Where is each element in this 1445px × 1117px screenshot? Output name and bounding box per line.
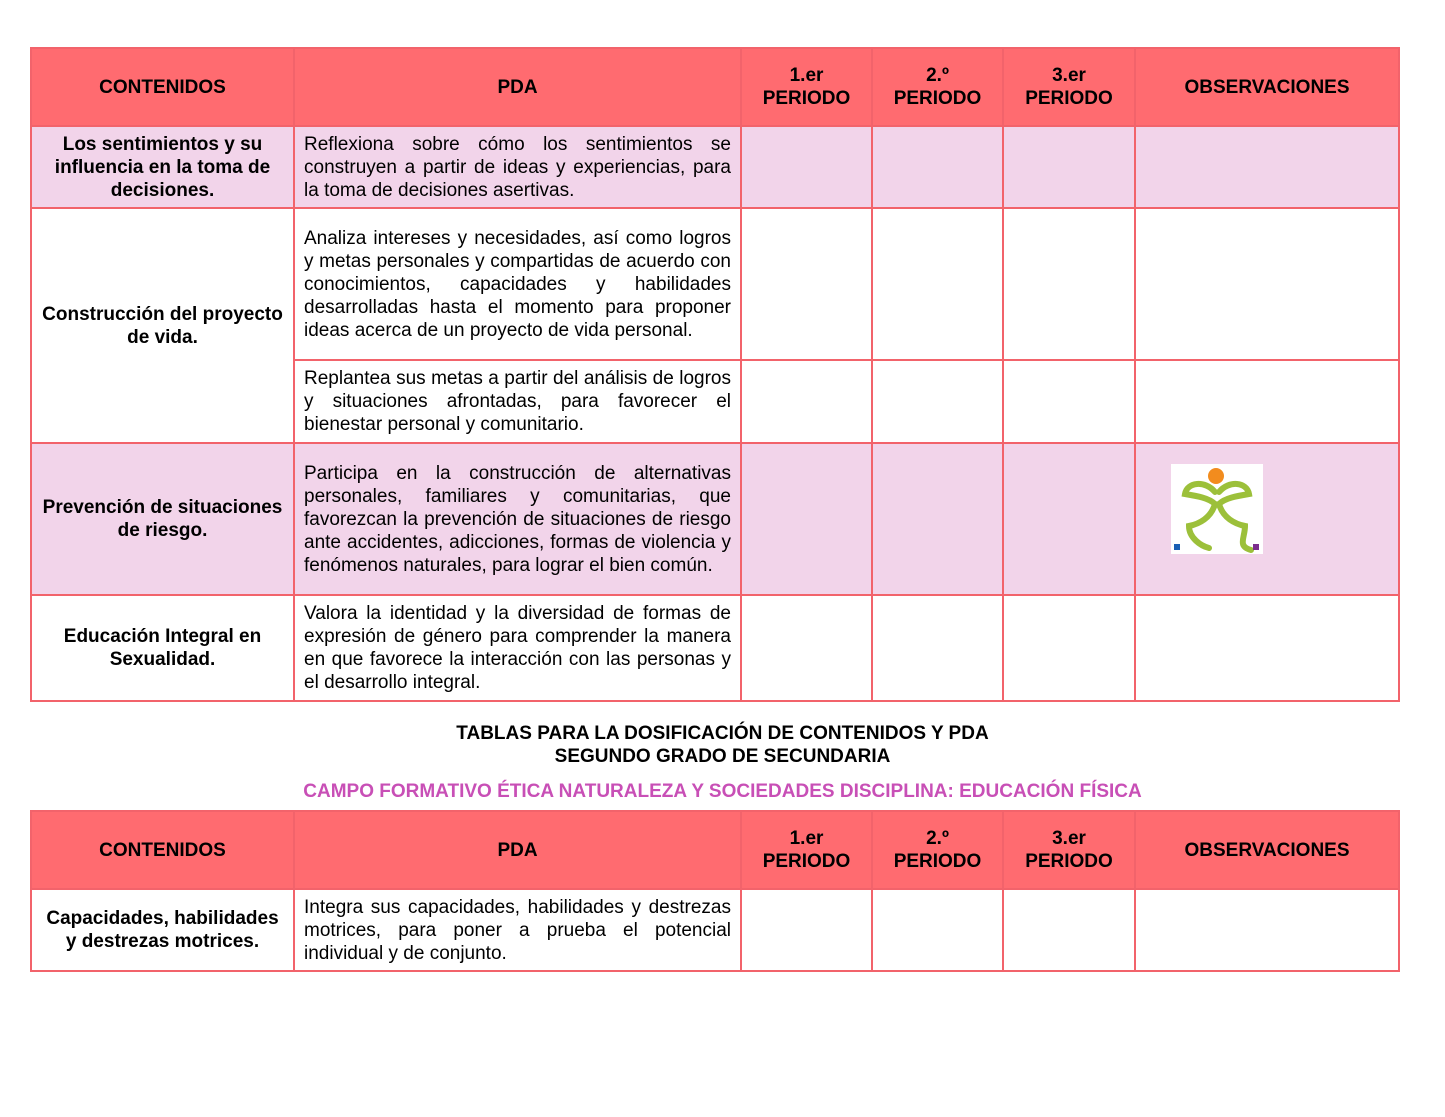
contenido-cell: Educación Integral en Sexualidad. <box>31 595 294 701</box>
periodo-3-cell[interactable] <box>1003 360 1135 443</box>
periodo-3-cell[interactable] <box>1003 595 1135 701</box>
header-periodo-2: 2.º PERIODO <box>872 48 1003 126</box>
observaciones-cell[interactable] <box>1135 889 1399 971</box>
contenido-cell: Prevención de situaciones de riesgo. <box>31 443 294 595</box>
periodo-2-cell[interactable] <box>872 889 1003 971</box>
contenido-cell: Construcción del proyecto de vida. <box>31 208 294 443</box>
dosificacion-table-1 <box>30 47 1400 702</box>
section-title-line-1: TABLAS PARA LA DOSIFICACIÓN DE CONTENIDOS Y PDA <box>456 723 989 744</box>
observaciones-cell[interactable] <box>1135 360 1399 443</box>
header-periodo-1: 1.er PERIODO <box>741 811 872 889</box>
table-header-row <box>31 811 1399 889</box>
pda-cell: Integra sus capacidades, habilidades y destrezas motrices, para poner a prueba el potencial individual y de conjunto. <box>294 889 741 971</box>
header-contenidos: CONTENIDOS <box>31 811 294 889</box>
header-periodo-2: 2.º PERIODO <box>872 811 1003 889</box>
pda-cell: Valora la identidad y la diversidad de formas de expresión de género para comprender la manera en que favorece la interacción con las personas y el desarrollo integral. <box>294 595 741 701</box>
header-pda: PDA <box>294 811 741 889</box>
periodo-1-cell[interactable] <box>741 443 872 595</box>
section-title-line-2: SEGUNDO GRADO DE SECUNDARIA <box>554 746 891 767</box>
periodo-1-cell[interactable] <box>741 208 872 360</box>
observaciones-cell[interactable] <box>1135 126 1399 208</box>
periodo-2-cell[interactable] <box>872 208 1003 360</box>
header-observaciones: OBSERVACIONES <box>1135 48 1399 126</box>
contenido-cell: Los sentimientos y su influencia en la toma de decisiones. <box>31 126 294 208</box>
header-contenidos: CONTENIDOS <box>31 48 294 126</box>
header-periodo-3: 3.er PERIODO <box>1003 48 1135 126</box>
header-observaciones: OBSERVACIONES <box>1135 811 1399 889</box>
observaciones-cell[interactable] <box>1135 443 1399 595</box>
periodo-3-cell[interactable] <box>1003 208 1135 360</box>
table-header-row <box>31 48 1399 126</box>
dosificacion-table-2 <box>30 810 1400 972</box>
periodo-3-cell[interactable] <box>1003 443 1135 595</box>
header-pda: PDA <box>294 48 741 126</box>
contenido-cell: Capacidades, habilidades y destrezas motrices. <box>31 889 294 971</box>
observaciones-cell[interactable] <box>1135 208 1399 360</box>
observaciones-cell[interactable] <box>1135 595 1399 701</box>
periodo-1-cell[interactable] <box>741 595 872 701</box>
pda-cell: Replantea sus metas a partir del análisis de logros y situaciones afrontadas, para favorecer el bienestar personal y comunitario. <box>294 360 741 443</box>
table-row <box>31 208 1399 360</box>
table-row <box>31 126 1399 208</box>
campo-formativo-subtitle: CAMPO FORMATIVO ÉTICA NATURALEZA Y SOCIEDADES DISCIPLINA: EDUCACIÓN FÍSICA <box>303 781 1142 802</box>
periodo-3-cell[interactable] <box>1003 889 1135 971</box>
pda-cell: Participa en la construcción de alternativas personales, familiares y comunitarias, que favorezcan la prevención de situaciones de riesgo ante accidentes, adicciones, formas de violencia y fenómenos naturales, para lograr el bien común. <box>294 443 741 595</box>
periodo-2-cell[interactable] <box>872 443 1003 595</box>
leaf-figure-logo-icon <box>1171 464 1263 554</box>
periodo-3-cell[interactable] <box>1003 126 1135 208</box>
periodo-1-cell[interactable] <box>741 889 872 971</box>
periodo-2-cell[interactable] <box>872 360 1003 443</box>
section-title <box>0 722 1445 768</box>
header-periodo-1: 1.er PERIODO <box>741 48 872 126</box>
pda-cell: Analiza intereses y necesidades, así como logros y metas personales y compartidas de acuerdo con conocimientos, capacidades y habilidades desarrolladas hasta el momento para proponer ideas acerca de un proyecto de vida personal. <box>294 208 741 360</box>
table-row <box>31 595 1399 701</box>
periodo-1-cell[interactable] <box>741 126 872 208</box>
periodo-2-cell[interactable] <box>872 126 1003 208</box>
periodo-1-cell[interactable] <box>741 360 872 443</box>
pda-cell: Reflexiona sobre cómo los sentimientos se construyen a partir de ideas y experiencias, para la toma de decisiones asertivas. <box>294 126 741 208</box>
table-row <box>31 889 1399 971</box>
periodo-2-cell[interactable] <box>872 595 1003 701</box>
table-row <box>31 443 1399 595</box>
header-periodo-3: 3.er PERIODO <box>1003 811 1135 889</box>
